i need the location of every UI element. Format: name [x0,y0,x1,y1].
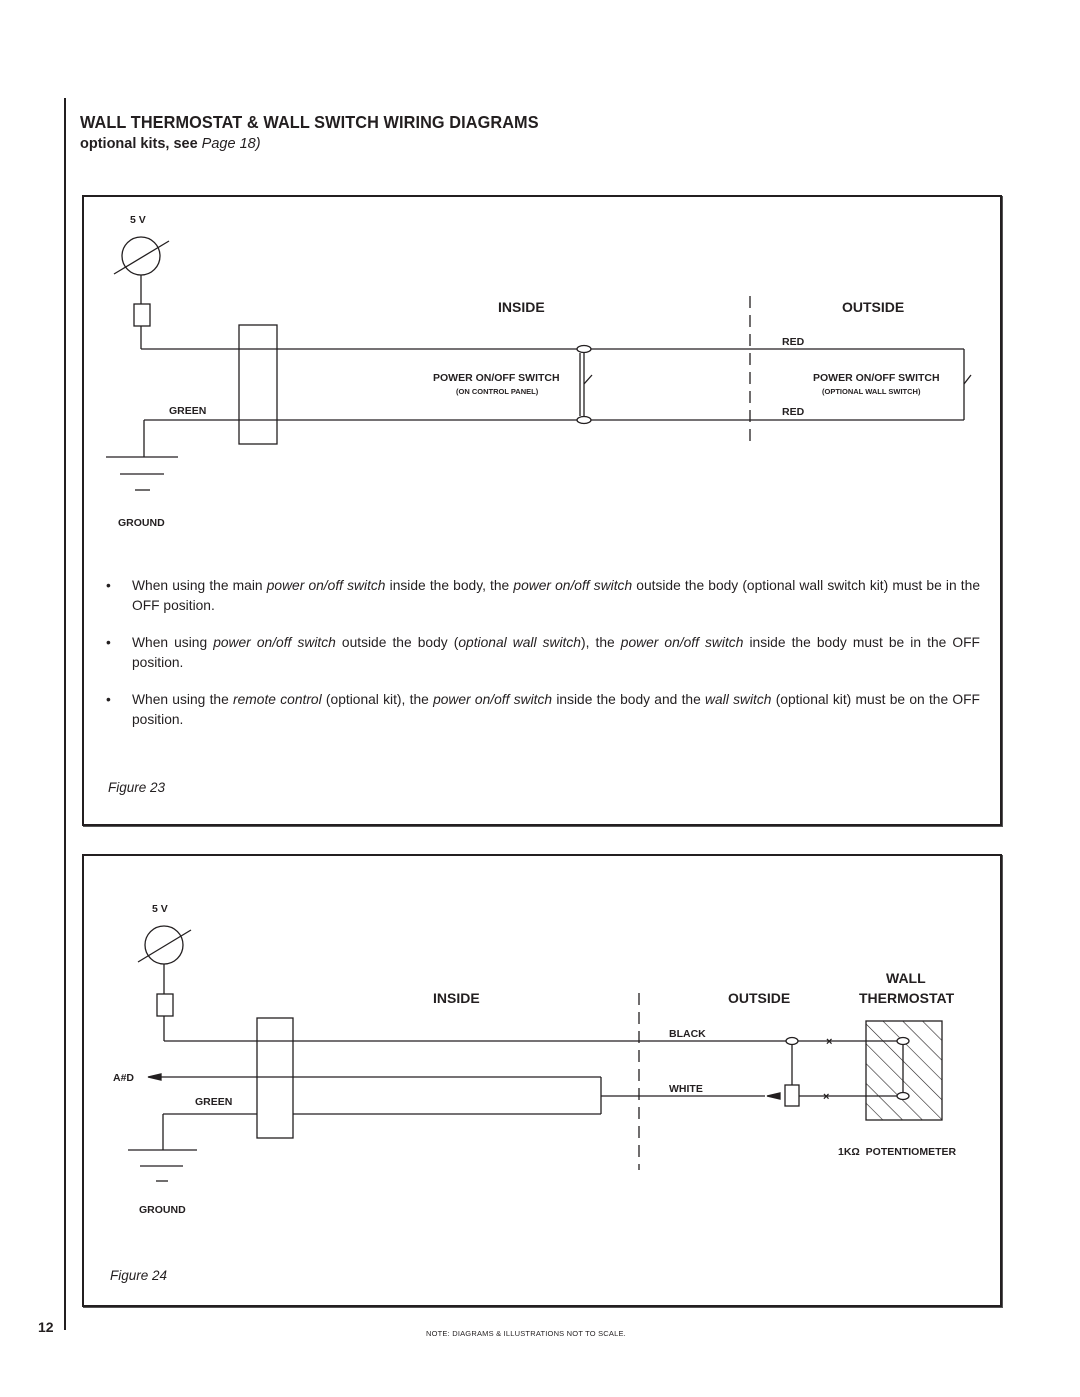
white-wire-label: WHITE [669,1083,703,1095]
potentiometer-label: 1KΩ POTENTIOMETER [838,1146,957,1158]
outside-label: OUTSIDE [842,299,905,315]
note-bullet: • When using the main power on/off switch inside the body, the power on/off switch outside the body (optional wall switch kit) must be in the OFF position. [106,576,980,615]
svg-text:×: × [823,1091,830,1103]
page-number: 12 [38,1319,54,1335]
figure-23-diagram [0,0,1080,560]
figure-24-caption: Figure 24 [110,1268,168,1283]
note-bullet: • When using the remote control (optional kit), the power on/off switch inside the body and the wall switch (optional kit) must be on the OFF position. [106,690,980,729]
wall-label: WALL [886,970,926,986]
wall-thermostat-symbol [866,1021,942,1120]
svg-text:×: × [826,1036,833,1048]
thermostat-label: THERMOSTAT [859,990,955,1006]
figure-23-caption: Figure 23 [108,780,166,795]
scale-note: NOTE: DIAGRAMS & ILLUSTRATIONS NOT TO SCALE. [426,1329,626,1338]
red-wire-label-bottom: RED [782,406,805,418]
switch-outside-label: POWER ON/OFF SWITCH [813,372,940,384]
terminal-block [257,1018,293,1138]
fuse-symbol [134,304,150,326]
terminal-block [239,325,277,444]
voltage-label: 5 V [130,214,146,226]
subtitle-page-ref: Page 18) [201,136,261,152]
switch-outside-sublabel: (OPTIONAL WALL SWITCH) [822,387,921,396]
subtitle-prefix: optional kits, see [80,136,202,152]
switch-inside-label: POWER ON/OFF SWITCH [433,372,560,384]
red-wire-label-top: RED [782,336,805,348]
ground-label: GROUND [139,1204,186,1216]
figure-24-diagram [0,860,1080,1240]
green-wire-label: GREEN [195,1096,233,1108]
page-title: WALL THERMOSTAT & WALL SWITCH WIRING DIAGRAMS [80,112,539,132]
outside-label: OUTSIDE [728,990,791,1006]
ad-label: A#D [113,1072,135,1084]
voltmeter-symbol [122,237,160,275]
green-wire-label: GREEN [169,405,207,417]
fuse-symbol [157,994,173,1016]
voltage-label: 5 V [152,903,168,915]
inside-label: INSIDE [498,299,545,315]
black-wire-label: BLACK [669,1028,706,1040]
ground-label: GROUND [118,517,165,529]
note-bullet: • When using power on/off switch outside the body (optional wall switch), the power on/off switch inside the body must be in the OFF position. [106,633,980,672]
potentiometer-symbol [785,1085,799,1106]
voltmeter-symbol [145,926,183,964]
inside-label: INSIDE [433,990,480,1006]
switch-inside-sublabel: (ON CONTROL PANEL) [456,387,539,396]
figure-23-notes [106,576,980,747]
